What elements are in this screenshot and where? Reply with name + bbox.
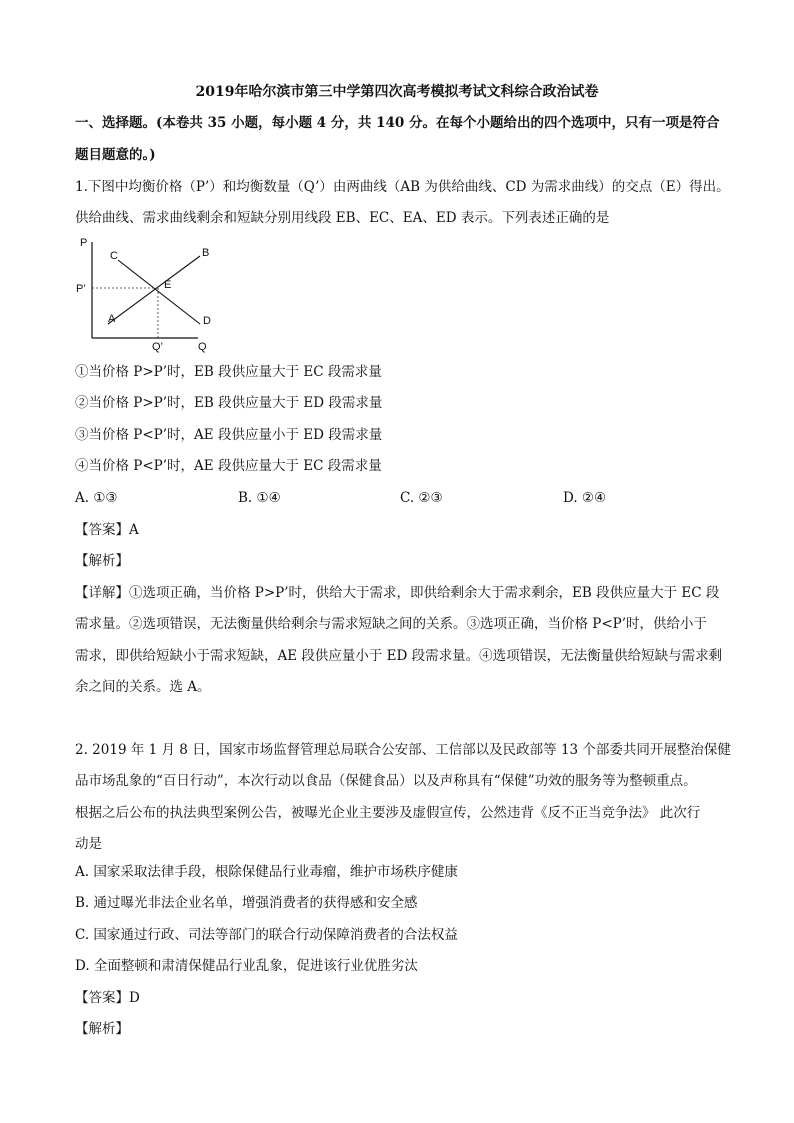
q1-stem-line2: 供给曲线、需求曲线剩余和短缺分别用线段 EB、EC、EA、ED 表示。下列表述正确的是 (75, 210, 610, 226)
q1-detail-line3: 需求，即供给短缺小于需求短缺，AE 段供应量小于 ED 段需求量。④选项错误，无法衡量供给短缺与需求剩 (75, 648, 723, 664)
q2-stem-line4: 动是 (75, 836, 102, 852)
q1-option-c: C. ②③ (400, 490, 443, 506)
y-axis-label: P (80, 237, 88, 249)
point-e-label: E (164, 279, 172, 291)
x-axis-label: Q (198, 341, 207, 353)
q2-option-a: A. 国家采取法律手段，根除保健品行业毒瘤，维护市场秩序健康 (75, 864, 458, 880)
supply-demand-graph (78, 236, 228, 354)
section-heading-line2: 题目题意的。) (75, 147, 156, 163)
q1-option-b: B. ①④ (238, 490, 281, 506)
q1-statement-3: ③当价格 P<P’时，AE 段供应量小于 ED 段需求量 (75, 427, 383, 443)
point-c-label: C (110, 250, 118, 262)
q1-statement-1: ①当价格 P>P’时，EB 段供应量大于 EC 段需求量 (75, 364, 382, 380)
demand-curve-cd (118, 260, 200, 324)
point-a-label: A (108, 313, 116, 325)
q1-detail-line2: 需求量。②选项错误，无法衡量供给剩余与需求短缺之间的关系。③选项正确，当价格 P<P’时，供给小于 (75, 616, 708, 632)
point-d-label: D (203, 315, 211, 327)
quantity-label: Q’ (152, 341, 163, 353)
q2-stem-line2: 品市场乱象的“百日行动”，本次行动以食品（保健食品）以及声称具有“保健”功效的服务等为整顿重点。 (75, 773, 697, 789)
q2-answer: 【答案】D (75, 990, 140, 1006)
q2-analysis-label: 【解析】 (75, 1021, 129, 1037)
q2-option-b: B. 通过曝光非法企业名单，增强消费者的获得感和安全感 (75, 895, 418, 911)
q1-detail-line4: 余之间的关系。选 A。 (75, 679, 211, 695)
q1-option-a: A. ①③ (75, 490, 118, 506)
page-title: 2019年哈尔滨市第三中学第四次高考模拟考试文科综合政治试卷 (195, 84, 599, 100)
q1-statement-2: ②当价格 P>P’时，EB 段供应量大于 ED 段需求量 (75, 395, 383, 411)
price-label: P’ (76, 283, 86, 295)
q1-detail-line1: 【详解】①选项正确，当价格 P>P’时，供给大于需求，即供给剩余大于需求剩余，EB 段供应量大于 EC 段 (75, 585, 720, 601)
q1-stem-line1: 1.下图中均衡价格（P’）和均衡数量（Q’）由两曲线（AB 为供给曲线、CD 为需求曲线）的交点（E）得出。 (75, 179, 730, 195)
q2-option-c: C. 国家通过行政、司法等部门的联合行动保障消费者的合法权益 (75, 927, 458, 943)
q1-analysis-label: 【解析】 (75, 553, 129, 569)
q2-stem-line1: 2. 2019 年 1 月 8 日，国家市场监督管理总局联合公安部、工信部以及民政部等 13 个部委共同开展整治保健 (75, 742, 731, 758)
q1-statement-4: ④当价格 P<P’时，AE 段供应量大于 EC 段需求量 (75, 458, 382, 474)
section-heading-line1: 一、选择题。(本卷共 35 小题，每小题 4 分，共 140 分。在每个小题给出的四个选项中，只有一项是符合 (75, 115, 720, 131)
q2-stem-line3: 根据之后公布的执法典型案例公告，被曝光企业主要涉及虚假宣传，公然违背《反不正当竞争法》 此次行 (75, 805, 701, 821)
q1-answer: 【答案】A (75, 522, 139, 538)
q1-option-d: D. ②④ (563, 490, 607, 506)
point-b-label: B (202, 247, 210, 259)
q2-option-d: D. 全面整顿和肃清保健品行业乱象，促进该行业优胜劣汰 (75, 958, 418, 974)
